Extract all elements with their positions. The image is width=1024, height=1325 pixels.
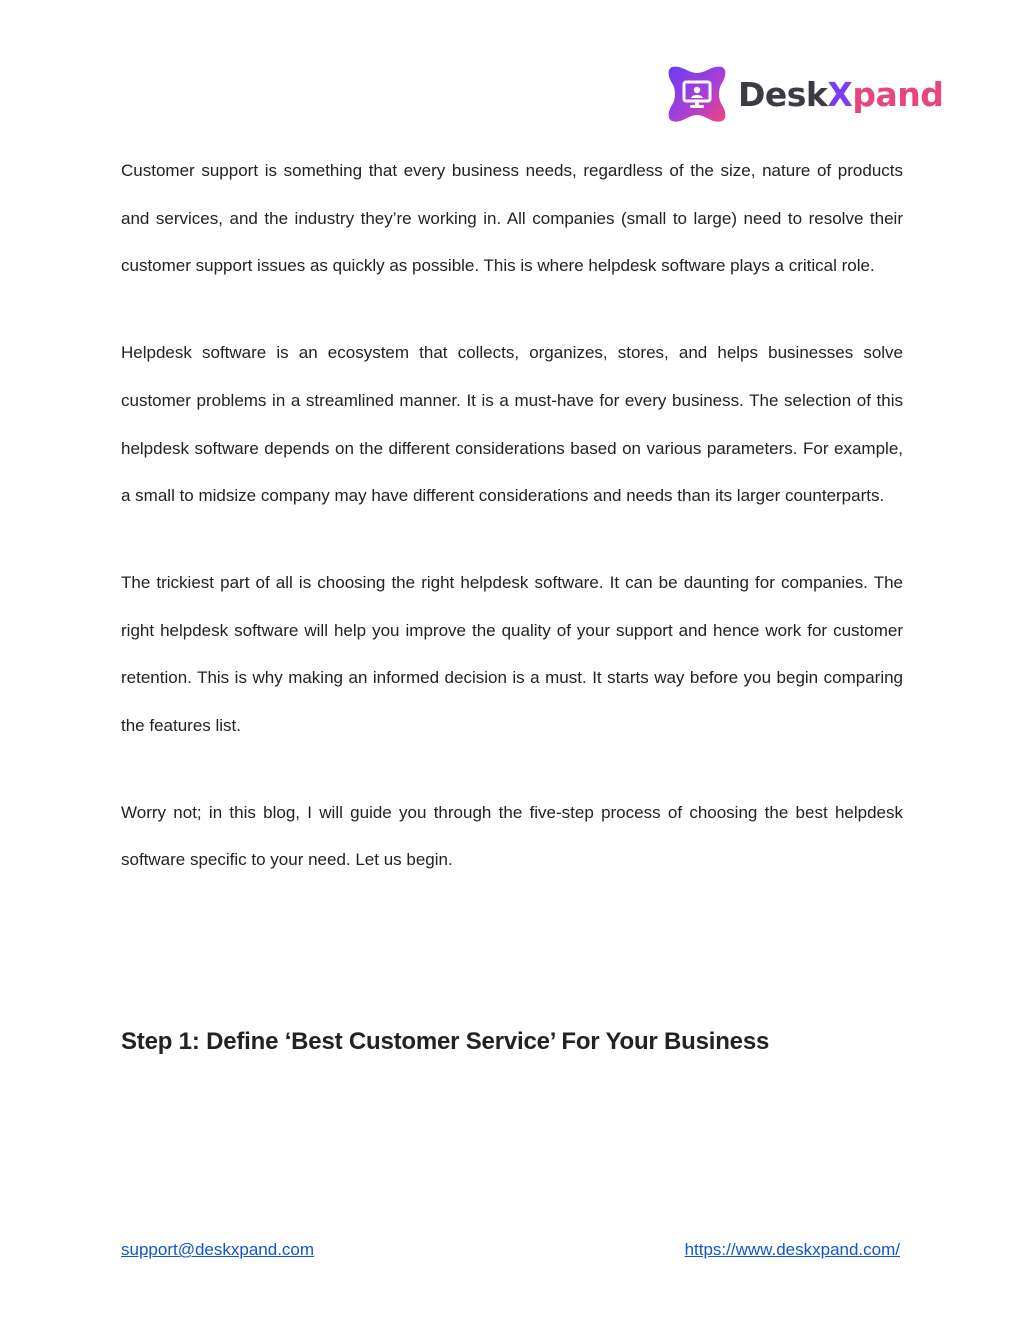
- logo-text-desk: Desk: [738, 74, 828, 114]
- paragraph-helpdesk-definition: Helpdesk software is an ecosystem that collects, organizes, stores, and helps businesses solve customer problems in a streamlined manner. It is a must-have for every business. The selection of this helpdesk software depends on the different considerations based on various parameters. For example, a small to midsize company may have different considerations and needs than its larger counterparts.: [121, 343, 903, 506]
- logo-wordmark: [738, 74, 944, 114]
- paragraph-choosing: The trickiest part of all is choosing the right helpdesk software. It can be daunting for companies. The right helpdesk software will help you improve the quality of your support and hence work for customer retention. This is why making an informed decision is a must. It starts way before you begin comparing the features list.: [121, 572, 903, 736]
- paragraph-intro: Customer support is something that every business needs, regardless of the size, nature of products and services, and the industry they’re working in. All companies (small to large) need to resolve their customer support issues as quickly as possible. This is where helpdesk software plays a critical role.: [121, 161, 903, 276]
- footer-email-link[interactable]: support@deskxpand.com: [121, 1240, 315, 1259]
- paragraph-guide: Worry not; in this blog, I will guide you through the five-step process of choosing the best helpdesk software specific to your need. Let us begin.: [121, 802, 903, 870]
- footer-website-link[interactable]: https://www.deskxpand.com/: [684, 1240, 900, 1259]
- monitor-star-icon: [664, 61, 730, 127]
- logo-text-pand: pand: [852, 74, 944, 114]
- article-body: [121, 147, 903, 923]
- section-heading-step-1: Step 1: Define ‘Best Customer Service’ For Your Business: [121, 1028, 770, 1055]
- deskxpand-logo: [664, 60, 943, 128]
- logo-text-x: X: [827, 74, 853, 114]
